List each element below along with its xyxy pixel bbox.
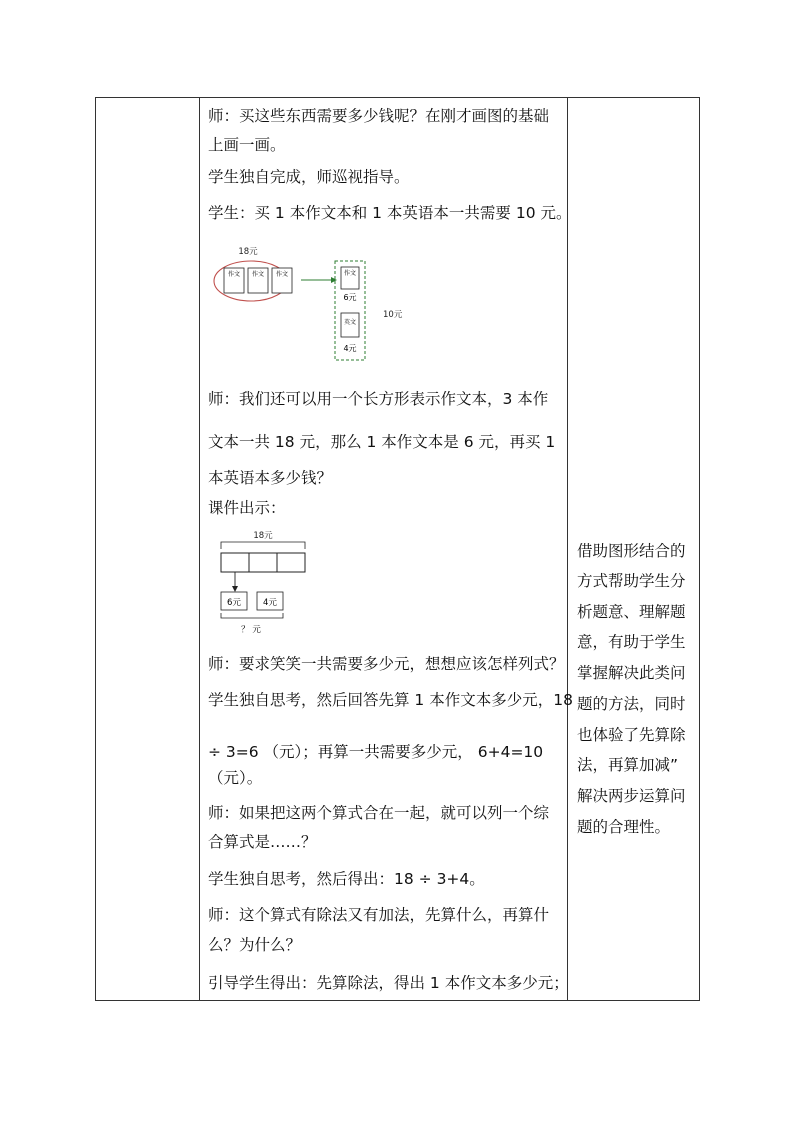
column-divider-left	[199, 98, 200, 1000]
note-line: 也体验了先算除	[577, 726, 686, 744]
composition-price-box: 6元	[227, 598, 241, 608]
note-line: 析题意、理解题	[577, 603, 686, 621]
text-line: 课件出示：	[208, 499, 286, 517]
bar-segment	[221, 553, 249, 572]
note-line: 掌握解决此类问	[577, 664, 686, 682]
book-cover-label: 英文	[343, 319, 357, 326]
bar-total-label: 18元	[253, 531, 273, 541]
text-line: 师：如果把这两个算式合在一起，就可以列一个综	[208, 804, 550, 822]
bar-segment	[277, 553, 305, 572]
bar-segment	[249, 553, 277, 572]
text-line: （元）。	[208, 769, 263, 787]
text-line: 学生：买 1 本作文本和 1 本英语本一共需要 10 元。	[208, 204, 572, 222]
english-price-box: 4元	[263, 598, 277, 608]
sum-label: 10元	[383, 310, 403, 320]
diagram-books-to-prices	[211, 240, 411, 368]
arrow-icon	[331, 277, 337, 283]
text-line: 文本一共 18 元，那么 1 本作文本是 6 元，再买 1	[208, 433, 556, 451]
text-line: 师：要求笑笑一共需要多少元，想想应该怎样列式？	[208, 655, 565, 673]
text-line: 师：买这些东西需要多少钱呢？在刚才画图的基础	[208, 107, 550, 125]
text-line: 么？为什么？	[208, 936, 302, 954]
note-line: 借助图形结合的	[577, 542, 686, 560]
note-line: 法，再算加减”	[577, 756, 679, 774]
note-line: 意，有助于学生	[577, 633, 686, 651]
text-line: 本英语本多少钱？	[208, 469, 333, 487]
text-line: 学生独自完成，师巡视指导。	[208, 168, 410, 186]
diagram-bar-model	[211, 529, 311, 641]
text-line: 师：我们还可以用一个长方形表示作文本，3 本作	[208, 390, 549, 408]
diagram-total-label: 18元	[238, 247, 258, 257]
book-cover-label: 作文	[343, 270, 357, 277]
arrow-down-icon	[232, 586, 238, 592]
note-line: 解决两步运算问	[577, 787, 686, 805]
unknown-total: ？ 元	[241, 625, 261, 635]
note-line: 方式帮助学生分	[577, 572, 686, 590]
text-line: 学生独自思考，然后回答先算 1 本作文本多少元，18	[208, 691, 573, 709]
text-line: 引导学生得出：先算除法，得出 1 本作文本多少元；	[208, 974, 569, 992]
text-line: ÷ 3=6 （元）；再算一共需要多少元， 6+4=10	[208, 743, 544, 761]
book-cover-label: 作文	[251, 271, 265, 278]
note-line: 题的方法，同时	[577, 695, 686, 713]
book-cover-label: 作文	[275, 271, 289, 278]
top-brace	[221, 542, 305, 549]
text-line: 学生独自思考，然后得出：18 ÷ 3+4。	[208, 870, 485, 888]
text-line: 上画一画。	[208, 136, 286, 154]
composition-price: 6元	[343, 293, 357, 302]
english-price: 4元	[343, 344, 357, 353]
bottom-brace	[221, 613, 283, 618]
book-cover-label: 作文	[227, 271, 241, 278]
note-line: 题的合理性。	[577, 818, 671, 836]
text-line: 师：这个算式有除法又有加法，先算什么，再算什	[208, 906, 550, 924]
text-line: 合算式是……？	[208, 833, 317, 851]
column-divider-right	[567, 98, 568, 1000]
lesson-plan-table	[95, 97, 700, 1001]
